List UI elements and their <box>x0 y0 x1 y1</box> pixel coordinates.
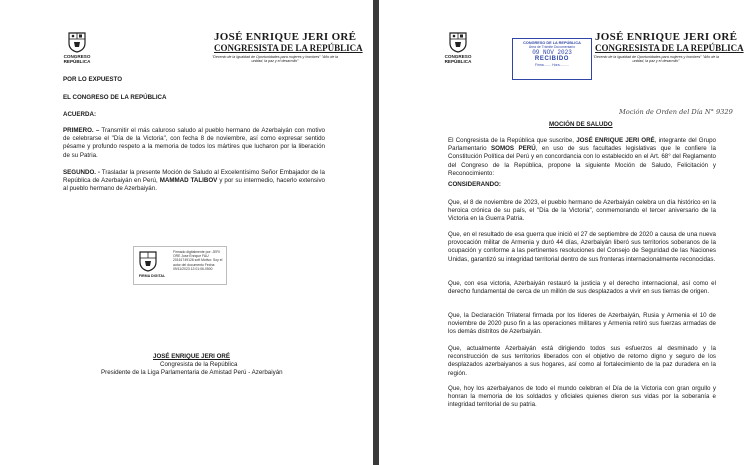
crest-label-right-line1: CONGRESO <box>444 54 472 59</box>
considerando-heading: CONSIDERANDO: <box>448 181 501 188</box>
header-title-right: CONGRESISTA DE LA REPÚBLICA <box>595 43 744 53</box>
header-title: CONGRESISTA DE LA REPÚBLICA <box>214 43 363 53</box>
congress-crest-icon-right <box>447 31 469 53</box>
digital-signature-box <box>133 246 227 285</box>
primero-label: PRIMERO. – <box>63 127 100 134</box>
intro-text-3: , en uso de sus facultades legislativas que le confiere la Constitución Política del Perú y en concordancia con lo establecido en el Art. 68° del Reglamento del Congreso de la República, propone la siguiente Moción de Saludo, Felicitación y Reconocimiento: <box>448 145 716 177</box>
header-name: JOSÉ ENRIQUE JERI ORÉ <box>214 31 357 43</box>
stamp-line2: Área de Trámite Documentario <box>528 45 576 50</box>
primero-paragraph <box>63 127 325 160</box>
considerando-paragraph: Que, en el resultado de esa guerra que inició el 27 de septiembre de 2020 a causa de una nueva provocación militar de Armenia y duró 44 días, Azerbaiyán liberó sus territorios soberanos de la ocupación y conforme a las pertinentes resoluciones del Consejo de Seguridad de las Naciones Unidas, garantizó su integridad territorial dentro de sus fronteras internacionalmente reconocidas. <box>448 231 716 263</box>
considerando-paragraph: Que, hoy los azerbaiyanos de todo el mundo celebran el Día de la Victoria con gran orgullo y honran la memoria de los soldados y oficiales quienes dieron sus vidas por la soberanía e integridad territorial de su patria. <box>448 385 716 409</box>
right-document-page <box>379 0 750 465</box>
segundo-text-2: y por su intermedio, hacerlo extensivo al pueblo hermano de Azerbaiyán. <box>63 177 325 193</box>
signer-title: Congresista de la República <box>160 361 238 368</box>
ambassador-name: MAMMAD TALIBOV <box>159 177 218 185</box>
motion-title: MOCIÓN DE SALUDO <box>549 121 613 128</box>
signer-role: Presidente de la Liga Parlamentaria de Amistad Perú - Azerbaiyán <box>101 369 283 376</box>
stamp-time: Firma........ Hora.......... <box>535 63 569 68</box>
intro-text-1: El Congresista de la República que suscribe, <box>448 137 575 144</box>
considerando-paragraph: Que, con esa victoria, Azerbaiyán restauró la justicia y el derecho internacional, así como el derecho fundamental de cerca de un millón de sus desplazados a vivir en sus tierras de origen. <box>448 280 716 296</box>
signature-crest-icon <box>137 250 159 272</box>
intro-party: SOMOS PERÚ <box>491 145 536 153</box>
congress-crest-icon <box>66 31 88 53</box>
crest-label <box>58 54 96 64</box>
received-stamp <box>512 38 592 80</box>
considerando-paragraph: Que, actualmente Azerbaiyán está dirigiendo todos sus esfuerzos al desminado y la reconstrucción de sus territorios liberados con el objetivo de retorno digno y seguro de los desplazados azerbaiyanos a sus hogares, así como al fortalecimiento de la paz duradera en la región. <box>448 345 716 377</box>
intro-paragraph <box>448 137 716 178</box>
header-motto: "Decenio de la Igualdad de Oportunidades para mujeres y hombres" "Año de la unidad, la paz y el desarrollo" <box>211 55 339 64</box>
signature-stamp-label: FIRMA DIGITAL <box>138 274 166 278</box>
motion-number: Moción de Orden del Día N° 9329 <box>619 108 733 116</box>
por-lo-expuesto: POR LO EXPUESTO <box>63 76 123 83</box>
header-motto-right: "Decenio de la Igualdad de Oportunidades para mujeres y hombres" "Año de la unidad, la paz y el desarrollo" <box>592 55 720 64</box>
crest-label-right <box>439 54 477 64</box>
stamp-date: 09 NOV 2023 <box>532 49 572 57</box>
signature-text: Firmado digitalmente por: JERI ORE Jose Enrique FAU 20161749126 soft Motivo: Soy el autor del documento Fecha: 09/11/2023 12:01:06-0500 <box>173 250 223 271</box>
considerando-paragraph: Que, el 8 de noviembre de 2023, el pueblo hermano de Azerbaiyán celebra un día histórico en la heroica crónica de su país, el "Día de la Victoria", conmemorando el tercer aniversario de la Victoria en la Guerra Patria. <box>448 199 716 223</box>
crest-label-line1: CONGRESO <box>63 54 91 59</box>
acuerda-heading: ACUERDA: <box>63 111 96 118</box>
primero-text: Transmitir el más caluroso saludo al pueblo hermano de Azerbaiyán con motivo de celebrarse el "Día de la Victoria", con fecha 8 de noviembre, así como expresar sentido pésame y profundo respeto a la memoria de todos los mártires que lucharon por la liberación de su Patria. <box>63 127 325 159</box>
intro-text-2: , integrante del Grupo Parlamentario <box>448 137 716 153</box>
congreso-heading: EL CONGRESO DE LA REPÚBLICA <box>63 94 167 101</box>
stamp-line1: CONGRESO DE LA REPÚBLICA <box>523 41 581 45</box>
signer-name: JOSÉ ENRIQUE JERI ORÉ <box>153 353 231 360</box>
stamp-word: RECIBIDO <box>534 56 570 63</box>
segundo-text-1: Trasladar la presente Moción de Saludo al Excelentísimo Señor Embajador de la República de Azerbaiyán en Perú, <box>63 169 325 185</box>
segundo-label: SEGUNDO. - <box>63 169 100 176</box>
header-name-right: JOSÉ ENRIQUE JERI ORÉ <box>595 31 738 43</box>
segundo-paragraph <box>63 169 325 194</box>
crest-label-right-line2: REPÚBLICA <box>444 59 472 64</box>
crest-label-line2: REPÚBLICA <box>63 59 91 64</box>
intro-name: JOSÉ ENRIQUE JERI ORÉ <box>576 137 655 144</box>
considerando-paragraph: Que, la Declaración Trilateral firmada por los líderes de Azerbaiyán, Rusia y Armenia el 10 de noviembre de 2020 puso fin a las operaciones militares y Armenia retiró sus fuerzas armadas de los demás distritos de Azerbaiyán. <box>448 312 716 336</box>
left-document-page <box>0 0 373 465</box>
